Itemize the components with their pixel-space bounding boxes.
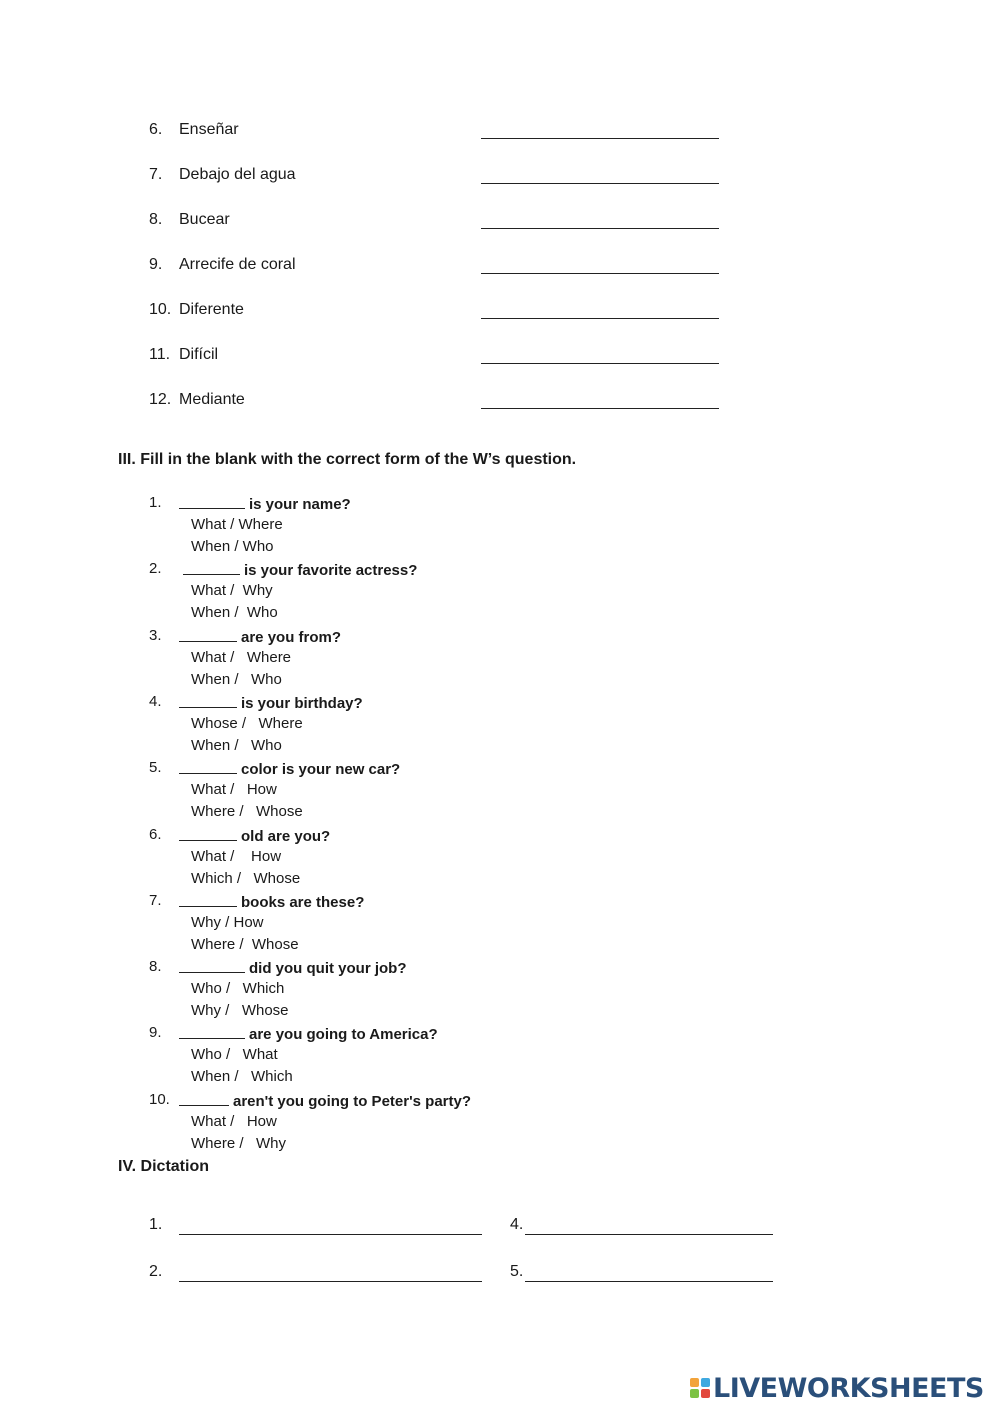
question-prompt: aren't you going to Peter's party?	[233, 1092, 472, 1110]
vocab-word: Difícil	[179, 346, 219, 363]
answer-blank[interactable]	[481, 273, 719, 274]
question-blank[interactable]	[179, 1024, 245, 1039]
option-line: When / Who	[191, 736, 282, 754]
option-line: What / How	[191, 1112, 277, 1130]
question-blank[interactable]	[179, 494, 245, 509]
option-line: When / Who	[191, 604, 278, 622]
answer-blank[interactable]	[481, 228, 719, 229]
answer-blank[interactable]	[481, 183, 719, 184]
question-text	[179, 759, 400, 778]
option-line: What / Where	[191, 516, 283, 533]
vocab-word: Bucear	[179, 211, 230, 228]
question-prompt: is your name?	[249, 496, 351, 513]
vocab-word: Enseñar	[179, 121, 239, 138]
dictation-number: 2.	[149, 1263, 163, 1280]
question-blank[interactable]	[179, 826, 237, 841]
option-line: Where / Whose	[191, 935, 299, 953]
option-line: When / Which	[191, 1068, 293, 1086]
question-blank[interactable]	[179, 759, 237, 774]
answer-blank[interactable]	[481, 408, 719, 409]
option-line: Whose / Where	[191, 714, 303, 732]
logo-tile	[690, 1389, 699, 1398]
question-number: 6.	[149, 825, 162, 843]
vocab-word: Diferente	[179, 301, 244, 318]
option-line: What / How	[191, 847, 282, 865]
logo-tile	[690, 1378, 699, 1387]
question-text	[179, 826, 330, 845]
dictation-number: 1.	[149, 1216, 163, 1233]
vocab-number: 10.	[149, 301, 172, 318]
question-number: 1.	[149, 494, 162, 511]
vocab-number: 7.	[149, 166, 163, 183]
logo-tile	[701, 1389, 710, 1398]
question-blank[interactable]	[179, 693, 237, 708]
question-blank[interactable]	[179, 1091, 229, 1106]
question-prompt: old are you?	[241, 827, 331, 845]
question-text	[179, 892, 364, 911]
section-3-heading: III. Fill in the blank with the correct form of the W’s question.	[118, 451, 577, 468]
option-line: What / Why	[191, 582, 273, 600]
vocab-word: Debajo del agua	[179, 166, 296, 183]
liveworksheets-logo	[690, 1373, 984, 1403]
question-blank[interactable]	[179, 892, 237, 907]
dictation-blank[interactable]	[525, 1234, 773, 1235]
logo-tile	[701, 1378, 710, 1387]
question-prompt: color is your new car?	[241, 761, 401, 779]
question-number: 9.	[149, 1024, 162, 1042]
option-line: Who / What	[191, 1046, 278, 1064]
question-blank[interactable]	[179, 958, 245, 973]
question-prompt: did you quit your job?	[249, 960, 407, 978]
question-prompt: are you from?	[241, 628, 342, 646]
vocab-number: 11.	[149, 346, 171, 363]
question-number: 7.	[149, 891, 162, 909]
answer-blank[interactable]	[481, 318, 719, 319]
vocab-number: 9.	[149, 256, 163, 273]
dictation-number: 4.	[510, 1216, 524, 1233]
question-text	[179, 1024, 438, 1043]
answer-blank[interactable]	[481, 138, 719, 139]
question-text	[179, 494, 351, 513]
question-number: 8.	[149, 958, 162, 976]
question-blank[interactable]	[183, 560, 240, 575]
option-line: Where / Why	[191, 1134, 287, 1152]
answer-blank[interactable]	[481, 363, 719, 364]
question-number: 4.	[149, 692, 162, 710]
vocab-number: 8.	[149, 211, 163, 228]
question-blank[interactable]	[179, 627, 237, 642]
question-number: 5.	[149, 759, 162, 777]
dictation-blank[interactable]	[179, 1234, 482, 1235]
option-line: Why / Whose	[191, 1002, 289, 1020]
question-text	[179, 1091, 471, 1110]
logo-text: LIVEWORKSHEETS	[713, 1372, 984, 1404]
option-line: Where / Whose	[191, 803, 303, 821]
option-line: What / Where	[191, 648, 292, 666]
dictation-number: 5.	[510, 1263, 524, 1280]
option-line: When / Who	[191, 670, 282, 688]
logo-tiles-icon	[690, 1378, 710, 1398]
option-line: What / How	[191, 781, 277, 799]
question-number: 10.	[149, 1090, 170, 1108]
vocab-number: 12.	[149, 391, 172, 408]
dictation-blank[interactable]	[179, 1281, 482, 1282]
vocab-word: Mediante	[179, 391, 245, 408]
question-text	[179, 693, 363, 712]
question-prompt: books are these?	[241, 893, 365, 911]
option-line: Who / Which	[191, 980, 285, 998]
question-number: 3.	[149, 626, 162, 644]
question-number: 2.	[149, 560, 162, 578]
vocab-number: 6.	[149, 121, 163, 138]
question-prompt: is your birthday?	[241, 694, 363, 712]
question-text	[183, 560, 417, 579]
vocab-word: Arrecife de coral	[179, 256, 296, 273]
question-prompt: is your favorite actress?	[244, 562, 418, 580]
question-text	[179, 627, 341, 646]
option-line: Which / Whose	[191, 869, 301, 887]
question-prompt: are you going to America?	[249, 1026, 438, 1044]
option-line: When / Who	[191, 538, 274, 555]
dictation-blank[interactable]	[525, 1281, 773, 1282]
question-text	[179, 958, 406, 977]
section-4-heading: IV. Dictation	[118, 1158, 209, 1175]
option-line: Why / How	[191, 913, 264, 931]
